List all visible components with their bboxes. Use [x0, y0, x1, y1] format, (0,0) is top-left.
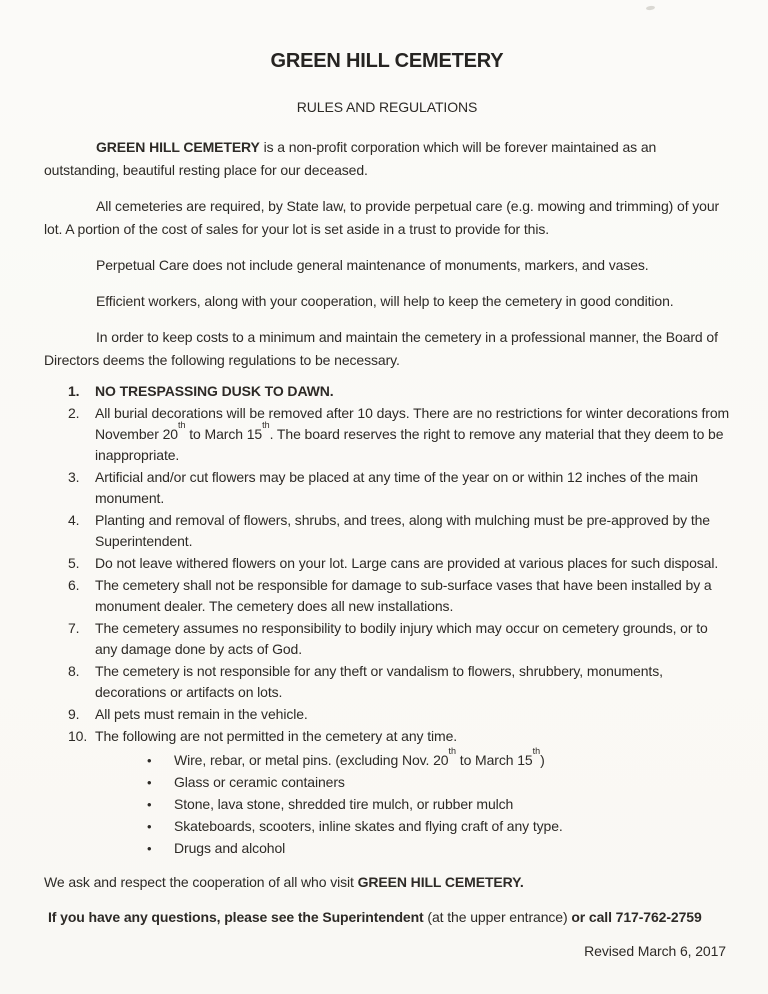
- rule-number: 10.: [68, 728, 88, 744]
- rule-item-1: [68, 381, 730, 402]
- rule-text: NO TRESPASSING DUSK TO DAWN.: [95, 383, 334, 399]
- rule-item-6: [68, 575, 730, 617]
- rule-item-2: [68, 403, 730, 466]
- document-title: GREEN HILL CEMETERY: [270, 50, 504, 72]
- rule-text: Planting and removal of flowers, shrubs, and trees, along with mulching must be pre-approved by the Superintendent.: [95, 512, 710, 549]
- bullet-text: Wire, rebar, or metal pins. (excluding Nov. 20th to March 15th): [174, 746, 545, 768]
- rule-text: The cemetery is not responsible for any theft or vandalism to flowers, shrubbery, monuments, decorations or artifacts on lots.: [95, 663, 663, 700]
- bullet-icon: [147, 772, 174, 793]
- rule-10-line: [68, 726, 730, 747]
- bullet-icon: [147, 838, 174, 859]
- rule-text: The cemetery shall not be responsible for damage to sub-surface vases that have been installed by a monument dealer. The cemetery does all new installations.: [95, 577, 712, 614]
- rule-number: 7.: [68, 620, 80, 636]
- rule-text: All pets must remain in the vehicle.: [95, 706, 308, 722]
- bullet-icon: [147, 816, 174, 837]
- rules-list: [44, 381, 730, 859]
- intro-paragraph-2: All cemeteries are required, by State law, to provide perpetual care (e.g. mowing and trimming) of your lot. A portion of the cost of sales for your lot is set aside in a trust to provide for this.: [44, 198, 720, 237]
- rule-number: 4.: [68, 512, 80, 528]
- rule-item-10: [68, 726, 730, 859]
- intro-paragraph-4: Efficient workers, along with your cooperation, will help to keep the cemetery in good condition.: [96, 293, 674, 309]
- rule-text: The cemetery assumes no responsibility to bodily injury which may occur on cemetery grounds, or to any damage done by acts of God.: [95, 620, 708, 657]
- rule-item-7: [68, 618, 730, 660]
- rule-item-8: [68, 661, 730, 703]
- rule-number: 3.: [68, 469, 80, 485]
- rule-text: The following are not permitted in the cemetery at any time.: [95, 728, 458, 744]
- bullet-text: Stone, lava stone, shredded tire mulch, or rubber mulch: [174, 796, 514, 812]
- prohibited-item-5: [147, 838, 730, 859]
- prohibited-item-2: [147, 772, 730, 793]
- rule-text: Do not leave withered flowers on your lot. Large cans are provided at various places for such disposal.: [95, 555, 719, 571]
- bullet-text: Skateboards, scooters, inline skates and flying craft of any type.: [174, 818, 563, 834]
- rule-number: 8.: [68, 663, 80, 679]
- rule-number: 2.: [68, 405, 80, 421]
- document-subtitle: RULES AND REGULATIONS: [296, 99, 478, 115]
- rule-text: Artificial and/or cut flowers may be placed at any time of the year on or within 12 inches of the main monument.: [95, 469, 698, 506]
- intro-paragraph-3: Perpetual Care does not include general maintenance of monuments, markers, and vases.: [96, 257, 649, 273]
- rule-text: All burial decorations will be removed after 10 days. There are no restrictions for winter decorations from November 20th to March 15th. The board reserves the right to remove any material that they deem to be inappropriate.: [95, 405, 730, 463]
- bullet-text: Glass or ceramic containers: [174, 774, 345, 790]
- rule-number: 9.: [68, 706, 80, 722]
- closing-statement: We ask and respect the cooperation of all who visit GREEN HILL CEMETERY.: [44, 874, 524, 890]
- prohibited-item-1: [147, 746, 730, 771]
- rule-item-4: [68, 510, 730, 552]
- scan-artifact: [646, 5, 655, 10]
- rule-number: 6.: [68, 577, 80, 593]
- bullet-text: Drugs and alcohol: [174, 840, 286, 856]
- rule-item-9: [68, 704, 730, 725]
- intro-paragraph-5: In order to keep costs to a minimum and maintain the cemetery in a professional manner, the Board of Directors deems the following regulations to be necessary.: [44, 329, 718, 368]
- bullet-icon: [147, 750, 174, 771]
- contact-line: If you have any questions, please see the Superintendent (at the upper entrance) or call 717-762-2759: [48, 909, 702, 925]
- rule-item-3: [68, 467, 730, 509]
- prohibited-item-3: [147, 794, 730, 815]
- prohibited-item-4: [147, 816, 730, 837]
- rule-item-5: [68, 553, 730, 574]
- revision-date: Revised March 6, 2017: [584, 943, 726, 959]
- intro-paragraph-1: GREEN HILL CEMETERY is a non-profit corporation which will be forever maintained as an outstanding, beautiful resting place for our deceased.: [44, 139, 657, 178]
- rule-number: 5.: [68, 555, 80, 571]
- rule-number: 1.: [68, 383, 80, 399]
- bullet-icon: [147, 794, 174, 815]
- prohibited-items-list: [68, 746, 730, 859]
